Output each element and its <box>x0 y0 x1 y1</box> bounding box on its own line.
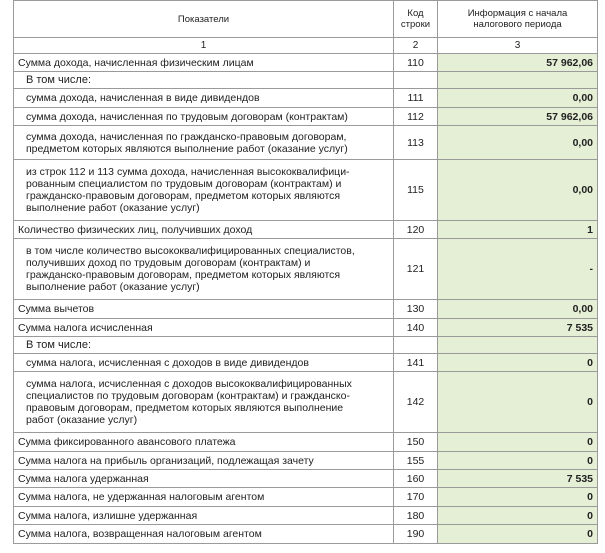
row-label: сумма налога, исчисленная с доходов в виде дивидендов <box>14 354 394 372</box>
table-row <box>14 488 598 507</box>
header-code: Код строки <box>394 1 438 38</box>
row-label: Сумма фиксированного авансового платежа <box>14 433 394 452</box>
table-row <box>14 433 598 452</box>
row-label <box>14 372 394 433</box>
row-label: сумма дохода, начисленная по трудовым договорам (контрактам) <box>14 108 394 126</box>
table-row <box>14 221 598 239</box>
row-value[interactable]: 0,00 <box>438 300 598 319</box>
row-label-line: в том числе количество высококвалифицированных специалистов, <box>26 245 355 257</box>
row-label: Сумма дохода, начисленная физическим лицам <box>14 54 394 72</box>
row-code: 130 <box>394 300 438 319</box>
row-value[interactable]: 0,00 <box>438 160 598 221</box>
row-label-line: работ (оказание услуг) <box>26 414 138 426</box>
table-row <box>14 300 598 319</box>
table-row <box>14 354 598 372</box>
row-code: 141 <box>394 354 438 372</box>
table-row <box>14 319 598 337</box>
row-code: 111 <box>394 89 438 108</box>
table-row <box>14 452 598 470</box>
row-code: 112 <box>394 108 438 126</box>
section-row <box>14 72 598 89</box>
row-value[interactable]: 0,00 <box>438 126 598 160</box>
row-value[interactable]: 0,00 <box>438 89 598 108</box>
row-value[interactable]: - <box>438 239 598 300</box>
table-row <box>14 525 598 544</box>
section-value-empty <box>438 72 598 89</box>
report-table <box>13 0 598 544</box>
section-value-empty <box>438 337 598 354</box>
row-label: Сумма вычетов <box>14 300 394 319</box>
row-label-line: гражданско-правовым договорам, предметом которых являются <box>26 269 341 281</box>
row-code: 140 <box>394 319 438 337</box>
row-code: 115 <box>394 160 438 221</box>
row-value[interactable]: 57 962,06 <box>438 108 598 126</box>
row-label <box>14 126 394 160</box>
row-label <box>14 160 394 221</box>
row-value[interactable]: 0 <box>438 372 598 433</box>
row-code: 121 <box>394 239 438 300</box>
table-row <box>14 372 598 433</box>
row-label: Сумма налога, возвращенная налоговым агентом <box>14 525 394 544</box>
table-row <box>14 89 598 108</box>
row-label: Сумма налога, не удержанная налоговым агентом <box>14 488 394 507</box>
row-label-line: из строк 112 и 113 сумма дохода, начисленная высококвалифици- <box>26 166 350 178</box>
section-code-empty <box>394 72 438 89</box>
row-label: Сумма налога исчисленная <box>14 319 394 337</box>
section-code-empty <box>394 337 438 354</box>
row-label-line: рованным специалистом по трудовым договорам (контрактам) и <box>26 178 342 190</box>
row-code: 160 <box>394 470 438 488</box>
row-value[interactable]: 7 535 <box>438 470 598 488</box>
row-label: Сумма налога, излишне удержанная <box>14 507 394 525</box>
row-value[interactable]: 0 <box>438 525 598 544</box>
section-row <box>14 337 598 354</box>
table-row <box>14 126 598 160</box>
column-number-1: 1 <box>14 38 394 54</box>
table-row <box>14 160 598 221</box>
row-label: Сумма налога на прибыль организаций, подлежащая зачету <box>14 452 394 470</box>
header-row <box>14 1 598 38</box>
row-value[interactable]: 0 <box>438 488 598 507</box>
row-label-line: гражданско-правовым договорам, предметом которых являются <box>26 190 341 202</box>
section-label: В том числе: <box>14 337 394 354</box>
header-indicators: Показатели <box>14 1 394 38</box>
row-code: 142 <box>394 372 438 433</box>
row-code: 120 <box>394 221 438 239</box>
table-row <box>14 54 598 72</box>
row-label-line: предметом которых являются выполнение работ (оказание услуг) <box>26 142 348 155</box>
row-value[interactable]: 0 <box>438 452 598 470</box>
row-label-line: выполнение работ (оказание услуг) <box>26 202 200 214</box>
row-value[interactable]: 7 535 <box>438 319 598 337</box>
row-value[interactable]: 0 <box>438 354 598 372</box>
row-code: 170 <box>394 488 438 507</box>
table-row <box>14 239 598 300</box>
row-label-line: специалистов по трудовым договорам (контрактам) и гражданско- <box>26 390 350 402</box>
row-label-line: выполнение работ (оказание услуг) <box>26 281 200 293</box>
column-numbers-row <box>14 38 598 54</box>
row-label-line: сумма налога, исчисленная с доходов высококвалифицированных <box>26 378 352 390</box>
row-label-line: правовым договорам, предметом которых являются выполнение <box>26 402 344 414</box>
table-row <box>14 507 598 525</box>
row-label: Количество физических лиц, получивших доход <box>14 221 394 239</box>
column-number-3: 3 <box>438 38 598 54</box>
row-value[interactable]: 1 <box>438 221 598 239</box>
table-row <box>14 470 598 488</box>
row-value[interactable]: 0 <box>438 507 598 525</box>
row-code: 155 <box>394 452 438 470</box>
row-code: 180 <box>394 507 438 525</box>
row-code: 110 <box>394 54 438 72</box>
row-value[interactable]: 57 962,06 <box>438 54 598 72</box>
row-label: сумма дохода, начисленная в виде дивидендов <box>14 89 394 108</box>
row-value[interactable]: 0 <box>438 433 598 452</box>
table-row <box>14 108 598 126</box>
section-label: В том числе: <box>14 72 394 89</box>
row-code: 190 <box>394 525 438 544</box>
row-label-line: сумма дохода, начисленная по гражданско-правовым договорам, <box>26 130 347 143</box>
column-number-2: 2 <box>394 38 438 54</box>
header-period-info: Информация с начала налогового периода <box>438 1 598 38</box>
row-code: 150 <box>394 433 438 452</box>
row-label: Сумма налога удержанная <box>14 470 394 488</box>
row-label <box>14 239 394 300</box>
row-label-line: получивших доход по трудовым договорам (контрактам) и <box>26 257 311 269</box>
row-code: 113 <box>394 126 438 160</box>
